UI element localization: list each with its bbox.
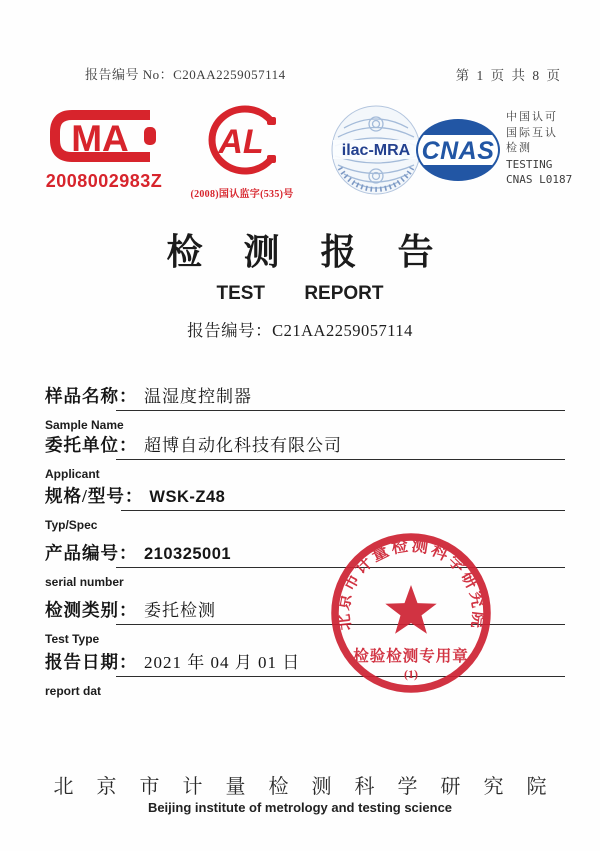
field-sublabel: Sample Name [45,418,124,432]
report-title-chinese: 检 测 报 告 [166,232,450,272]
cnas-logo-icon [414,116,502,184]
cnas-caption-line: 国际互认 [506,126,558,139]
field-row-applicant [45,431,565,481]
stamp-seal-icon [326,528,496,698]
svg-text:MA: MA [71,118,129,159]
cnas-caption-line: 中国认可 [506,111,558,123]
cma-certificate-number: 2008002983Z [45,171,163,191]
svg-text:CNAS: CNAS [421,137,495,165]
report-number-header [85,64,286,83]
field-sublabel: Typ/Spec [45,518,98,532]
cal-certificate-number: (2008)国认监字(535)号 [190,189,294,200]
report-number-line-value: C21AA2259057114 [272,321,413,340]
cnas-logo [414,116,502,189]
cnas-caption-line: TESTING [506,157,553,171]
cal-logo [180,104,304,200]
field-row-type-spec [45,483,565,532]
field-label: 规格/型号： [45,486,144,506]
field-value: WSK-Z48 [143,488,565,511]
field-sublabel: serial number [45,575,124,589]
svg-text:AL: AL [218,123,264,161]
cnas-caption [506,110,572,188]
institute-name-english: Beijing institute of metrology and testing science [147,800,453,815]
field-label: 产品编号： [45,543,138,563]
cnas-caption-line: 检测 [506,142,532,154]
svg-text:ilac-MRA: ilac-MRA [341,142,411,159]
institute-name-chinese: 北 京 市 计 量 检 测 科 学 研 究 院 [53,776,556,798]
field-value: 温湿度控制器 [138,382,565,411]
field-value: 超博自动化科技有限公司 [138,431,565,460]
field-sublabel: report dat [45,684,102,698]
svg-text:(1): (1) [404,667,418,681]
cal-logo-icon [202,104,282,176]
field-value: 委托检测 [138,596,565,625]
cnas-caption-line: CNAS L0187 [506,173,573,186]
field-label: 委托单位： [45,435,138,455]
ilac-mra-logo [330,104,422,201]
field-value: 2021 年 04 月 01 日 [138,648,565,677]
field-sublabel: Test Type [45,632,100,646]
report-number-label: 报告编号 No： [85,67,174,82]
field-sublabel: Applicant [45,467,100,481]
field-value: 210325001 [138,545,565,568]
cma-logo-icon [48,108,160,164]
official-stamp [326,528,496,703]
report-number-value: C20AA2259057114 [173,67,286,82]
report-number-line-label: 报告编号： [187,321,273,340]
report-title-english: TEST REPORT [216,283,384,304]
svg-text:检验检测专用章: 检验检测专用章 [353,648,469,665]
field-label: 样品名称： [45,386,138,406]
report-number-line [0,317,600,341]
field-label: 检测类别： [45,600,138,620]
field-row-sample-name [45,382,565,432]
page-info: 第 1 页 共 8 页 [455,68,562,83]
field-label: 报告日期： [45,652,138,672]
cma-logo [44,108,164,192]
ilac-mra-logo-icon [330,104,422,196]
svg-text:北京市计量检测科学研究院: 北京市计量检测科学研究院 [333,535,489,632]
